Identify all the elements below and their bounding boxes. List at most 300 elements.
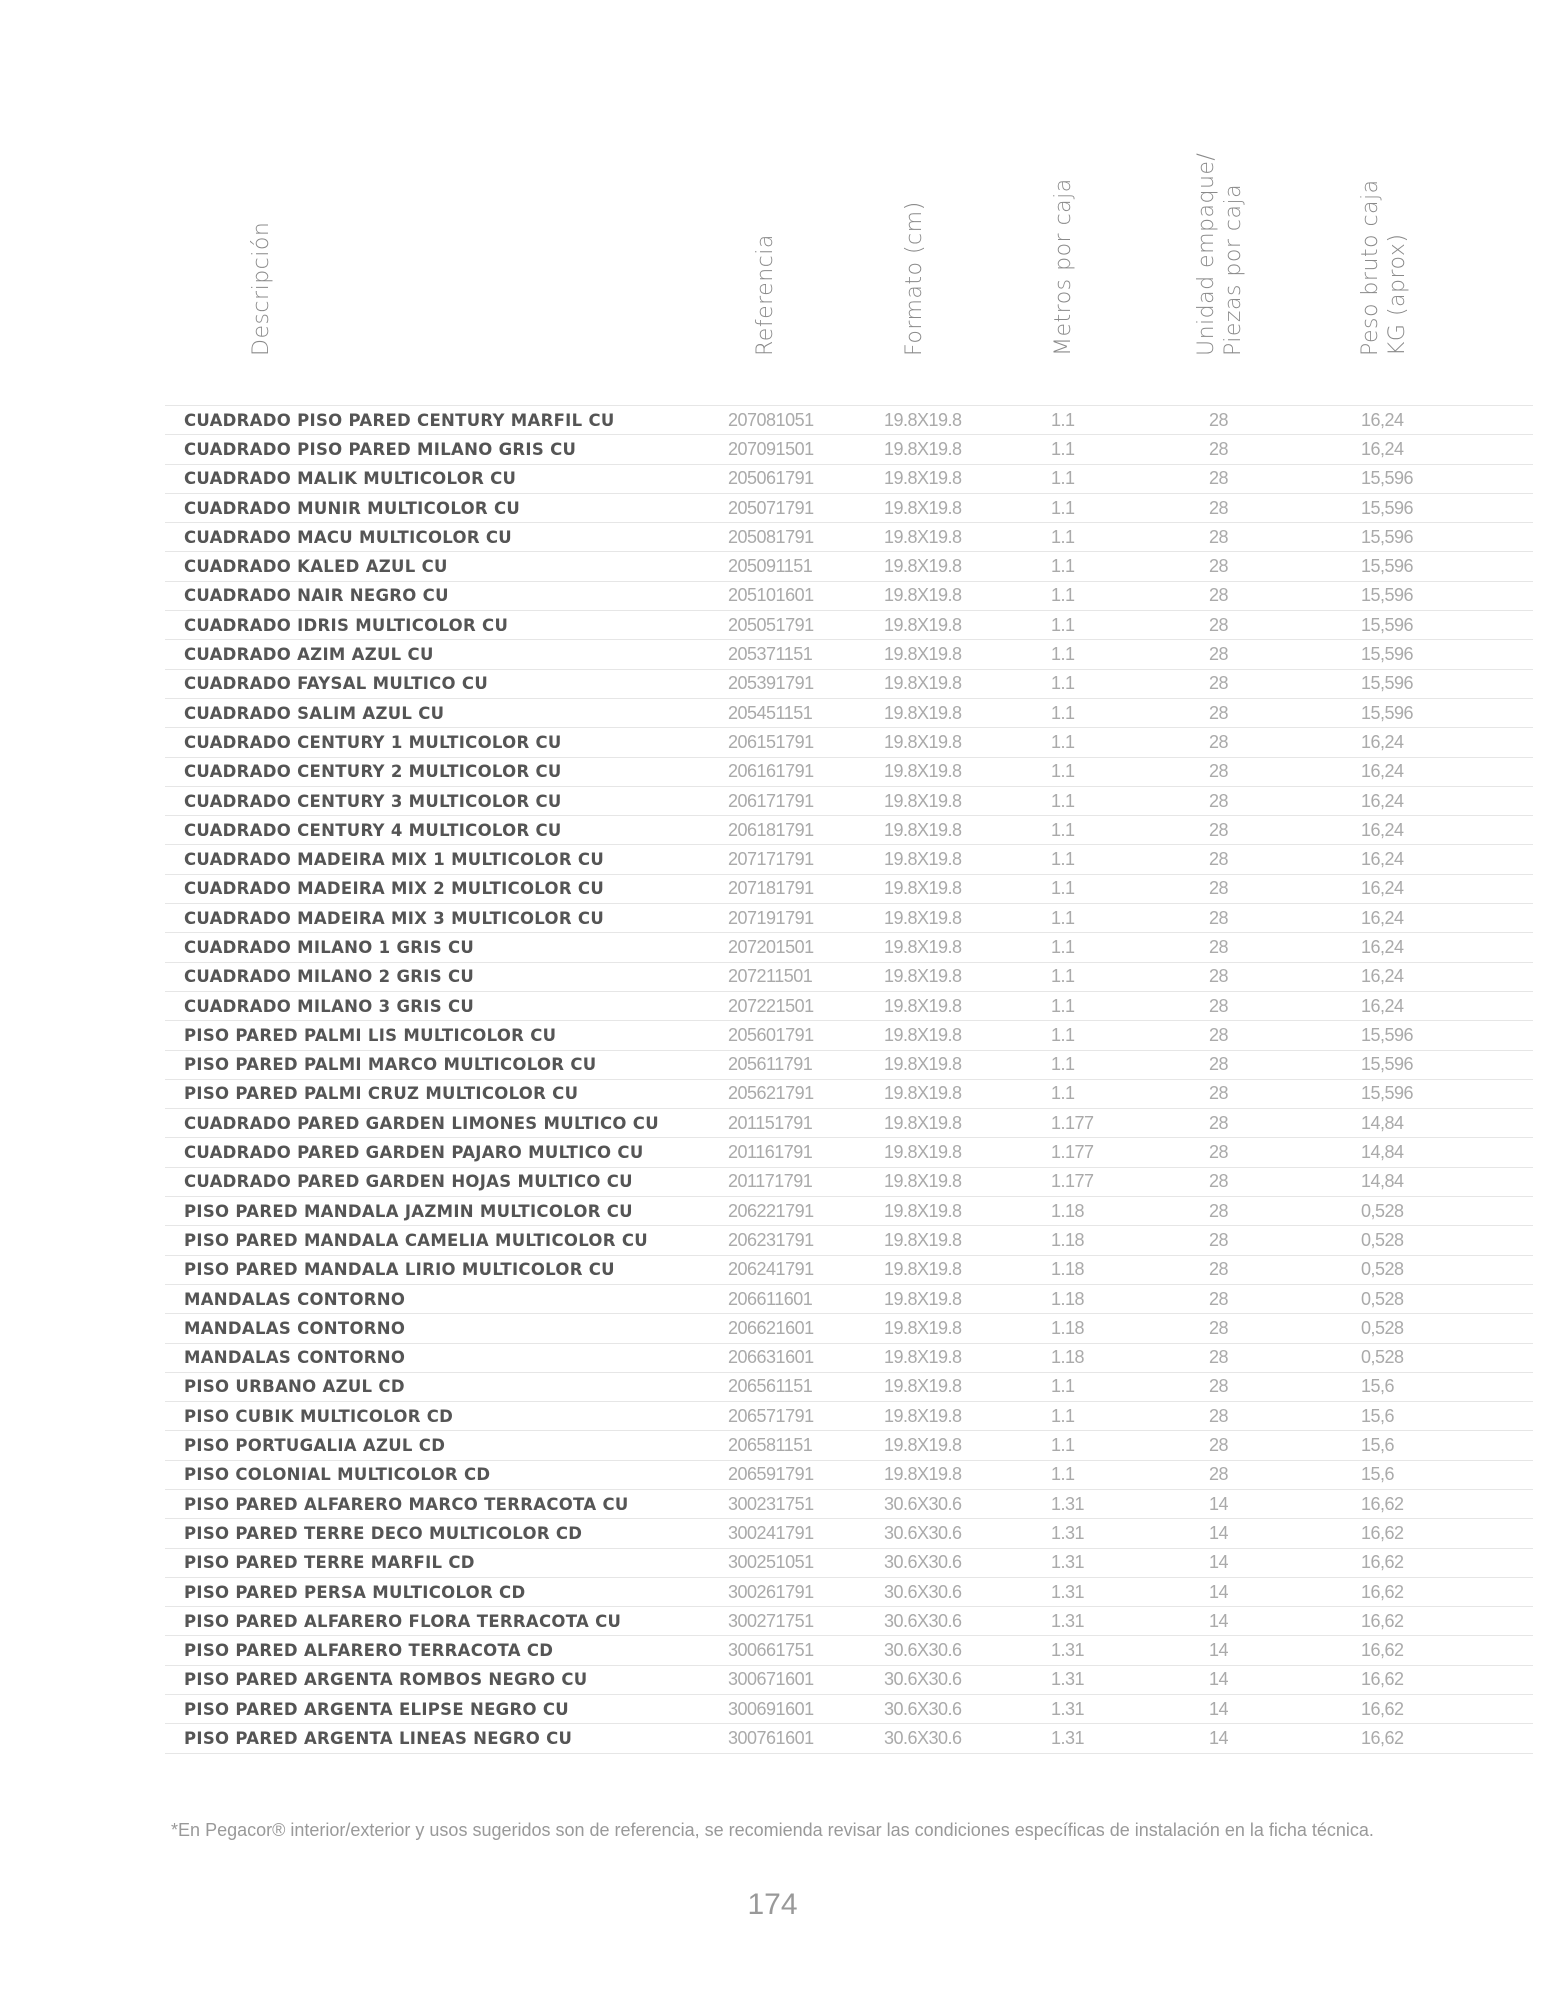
cell-gross-weight: 16,24 [1361, 845, 1533, 874]
product-table [165, 405, 1533, 1754]
cell-format: 19.8X19.8 [884, 611, 1051, 640]
table-row [165, 991, 1533, 1020]
cell-gross-weight: 0,528 [1361, 1255, 1533, 1284]
cell-description: CUADRADO MALIK MULTICOLOR CU [165, 464, 728, 493]
cell-meters-per-box: 1.177 [1051, 1138, 1209, 1167]
cell-meters-per-box: 1.1 [1051, 698, 1209, 727]
cell-pieces-per-box: 28 [1209, 1284, 1361, 1313]
cell-meters-per-box: 1.1 [1051, 1050, 1209, 1079]
cell-reference: 206561151 [728, 1372, 884, 1401]
cell-description: CUADRADO NAIR NEGRO CU [165, 581, 728, 610]
cell-reference: 206591791 [728, 1460, 884, 1489]
cell-format: 19.8X19.8 [884, 991, 1051, 1020]
cell-gross-weight: 15,596 [1361, 1079, 1533, 1108]
cell-gross-weight: 15,6 [1361, 1431, 1533, 1460]
cell-meters-per-box: 1.1 [1051, 1460, 1209, 1489]
cell-reference: 201151791 [728, 1109, 884, 1138]
header-label: Referencia [753, 234, 778, 356]
cell-meters-per-box: 1.1 [1051, 493, 1209, 522]
cell-gross-weight: 15,596 [1361, 611, 1533, 640]
cell-format: 19.8X19.8 [884, 640, 1051, 669]
cell-reference: 300271751 [728, 1607, 884, 1636]
cell-gross-weight: 16,62 [1361, 1607, 1533, 1636]
cell-gross-weight: 0,528 [1361, 1226, 1533, 1255]
cell-description: PISO PARED MANDALA LIRIO MULTICOLOR CU [165, 1255, 728, 1284]
cell-format: 19.8X19.8 [884, 1460, 1051, 1489]
cell-gross-weight: 15,596 [1361, 1050, 1533, 1079]
table-row [165, 874, 1533, 903]
cell-pieces-per-box: 28 [1209, 1138, 1361, 1167]
cell-pieces-per-box: 28 [1209, 1226, 1361, 1255]
cell-reference: 206181791 [728, 816, 884, 845]
table-row [165, 435, 1533, 464]
cell-meters-per-box: 1.1 [1051, 933, 1209, 962]
cell-description: PISO URBANO AZUL CD [165, 1372, 728, 1401]
cell-pieces-per-box: 28 [1209, 904, 1361, 933]
footnote: *En Pegacor® interior/exterior y usos sugeridos son de referencia, se recomienda revisar las condiciones específicas de instalación en la ficha técnica. [171, 1820, 1374, 1840]
table-row [165, 1284, 1533, 1313]
cell-meters-per-box: 1.31 [1051, 1665, 1209, 1694]
cell-meters-per-box: 1.1 [1051, 962, 1209, 991]
table-row [165, 1548, 1533, 1577]
cell-format: 19.8X19.8 [884, 698, 1051, 727]
cell-meters-per-box: 1.31 [1051, 1695, 1209, 1724]
cell-gross-weight: 0,528 [1361, 1197, 1533, 1226]
cell-reference: 206161791 [728, 757, 884, 786]
cell-pieces-per-box: 28 [1209, 493, 1361, 522]
cell-reference: 206221791 [728, 1197, 884, 1226]
cell-format: 19.8X19.8 [884, 962, 1051, 991]
cell-meters-per-box: 1.1 [1051, 845, 1209, 874]
cell-gross-weight: 0,528 [1361, 1284, 1533, 1313]
cell-gross-weight: 15,596 [1361, 552, 1533, 581]
table-row [165, 1167, 1533, 1196]
cell-pieces-per-box: 28 [1209, 728, 1361, 757]
cell-gross-weight: 16,24 [1361, 991, 1533, 1020]
cell-description: CUADRADO FAYSAL MULTICO CU [165, 669, 728, 698]
cell-description: PISO COLONIAL MULTICOLOR CD [165, 1460, 728, 1489]
cell-gross-weight: 15,596 [1361, 523, 1533, 552]
cell-reference: 205611791 [728, 1050, 884, 1079]
cell-description: PISO PARED ALFARERO FLORA TERRACOTA CU [165, 1607, 728, 1636]
cell-meters-per-box: 1.1 [1051, 757, 1209, 786]
cell-pieces-per-box: 14 [1209, 1607, 1361, 1636]
cell-format: 30.6X30.6 [884, 1548, 1051, 1577]
cell-format: 19.8X19.8 [884, 933, 1051, 962]
cell-format: 19.8X19.8 [884, 1021, 1051, 1050]
cell-pieces-per-box: 28 [1209, 874, 1361, 903]
cell-reference: 207081051 [728, 406, 884, 435]
cell-format: 19.8X19.8 [884, 581, 1051, 610]
cell-format: 19.8X19.8 [884, 1402, 1051, 1431]
cell-gross-weight: 0,528 [1361, 1343, 1533, 1372]
cell-description: CUADRADO PISO PARED CENTURY MARFIL CU [165, 406, 728, 435]
cell-reference: 300691601 [728, 1695, 884, 1724]
cell-meters-per-box: 1.1 [1051, 640, 1209, 669]
table-row [165, 1021, 1533, 1050]
cell-reference: 207221501 [728, 991, 884, 1020]
cell-description: MANDALAS CONTORNO [165, 1314, 728, 1343]
table-row [165, 1695, 1533, 1724]
cell-format: 19.8X19.8 [884, 1197, 1051, 1226]
table-row [165, 406, 1533, 435]
cell-reference: 300241791 [728, 1519, 884, 1548]
cell-pieces-per-box: 14 [1209, 1577, 1361, 1606]
cell-meters-per-box: 1.18 [1051, 1284, 1209, 1313]
cell-pieces-per-box: 28 [1209, 1255, 1361, 1284]
cell-meters-per-box: 1.31 [1051, 1519, 1209, 1548]
cell-description: CUADRADO AZIM AZUL CU [165, 640, 728, 669]
cell-description: CUADRADO MADEIRA MIX 3 MULTICOLOR CU [165, 904, 728, 933]
cell-reference: 300251051 [728, 1548, 884, 1577]
table-row [165, 1431, 1533, 1460]
cell-gross-weight: 15,596 [1361, 581, 1533, 610]
cell-description: CUADRADO MADEIRA MIX 2 MULTICOLOR CU [165, 874, 728, 903]
table-row [165, 904, 1533, 933]
cell-format: 30.6X30.6 [884, 1577, 1051, 1606]
cell-meters-per-box: 1.1 [1051, 991, 1209, 1020]
table-row [165, 1050, 1533, 1079]
cell-reference: 206621601 [728, 1314, 884, 1343]
cell-pieces-per-box: 14 [1209, 1695, 1361, 1724]
cell-gross-weight: 15,6 [1361, 1372, 1533, 1401]
cell-pieces-per-box: 28 [1209, 845, 1361, 874]
cell-pieces-per-box: 28 [1209, 1050, 1361, 1079]
cell-pieces-per-box: 28 [1209, 464, 1361, 493]
cell-description: PISO PARED ARGENTA LINEAS NEGRO CU [165, 1724, 728, 1753]
cell-pieces-per-box: 28 [1209, 1372, 1361, 1401]
cell-gross-weight: 16,24 [1361, 962, 1533, 991]
cell-description: CUADRADO PARED GARDEN HOJAS MULTICO CU [165, 1167, 728, 1196]
cell-pieces-per-box: 28 [1209, 581, 1361, 610]
cell-meters-per-box: 1.1 [1051, 1431, 1209, 1460]
cell-meters-per-box: 1.1 [1051, 816, 1209, 845]
cell-gross-weight: 15,6 [1361, 1402, 1533, 1431]
cell-format: 30.6X30.6 [884, 1519, 1051, 1548]
cell-format: 19.8X19.8 [884, 1079, 1051, 1108]
table-row [165, 1519, 1533, 1548]
cell-reference: 205101601 [728, 581, 884, 610]
cell-pieces-per-box: 28 [1209, 933, 1361, 962]
table-row [165, 698, 1533, 727]
cell-pieces-per-box: 28 [1209, 552, 1361, 581]
table-row [165, 1079, 1533, 1108]
cell-format: 30.6X30.6 [884, 1607, 1051, 1636]
table-row [165, 1314, 1533, 1343]
cell-format: 19.8X19.8 [884, 464, 1051, 493]
cell-description: PISO PARED PALMI LIS MULTICOLOR CU [165, 1021, 728, 1050]
table-row [165, 493, 1533, 522]
cell-format: 19.8X19.8 [884, 728, 1051, 757]
cell-pieces-per-box: 28 [1209, 406, 1361, 435]
cell-description: PISO PARED TERRE MARFIL CD [165, 1548, 728, 1577]
cell-meters-per-box: 1.1 [1051, 552, 1209, 581]
header-line: Peso bruto caja [1358, 179, 1383, 356]
header-line: KG (aprox) [1385, 233, 1410, 356]
table-row [165, 1636, 1533, 1665]
cell-format: 19.8X19.8 [884, 786, 1051, 815]
cell-reference: 205371151 [728, 640, 884, 669]
cell-pieces-per-box: 28 [1209, 991, 1361, 1020]
cell-format: 19.8X19.8 [884, 1226, 1051, 1255]
cell-description: CUADRADO CENTURY 4 MULTICOLOR CU [165, 816, 728, 845]
cell-meters-per-box: 1.31 [1051, 1636, 1209, 1665]
cell-pieces-per-box: 28 [1209, 640, 1361, 669]
table-row [165, 1577, 1533, 1606]
cell-reference: 205621791 [728, 1079, 884, 1108]
cell-gross-weight: 16,62 [1361, 1636, 1533, 1665]
cell-format: 19.8X19.8 [884, 435, 1051, 464]
cell-format: 19.8X19.8 [884, 1314, 1051, 1343]
cell-meters-per-box: 1.18 [1051, 1255, 1209, 1284]
cell-description: PISO PARED ARGENTA ROMBOS NEGRO CU [165, 1665, 728, 1694]
header-label [1193, 153, 1247, 356]
table-row [165, 611, 1533, 640]
cell-pieces-per-box: 28 [1209, 523, 1361, 552]
cell-pieces-per-box: 28 [1209, 1021, 1361, 1050]
cell-description: PISO PARED MANDALA JAZMIN MULTICOLOR CU [165, 1197, 728, 1226]
cell-meters-per-box: 1.1 [1051, 435, 1209, 464]
cell-meters-per-box: 1.18 [1051, 1226, 1209, 1255]
cell-meters-per-box: 1.18 [1051, 1343, 1209, 1372]
cell-pieces-per-box: 14 [1209, 1724, 1361, 1753]
cell-description: CUADRADO MILANO 1 GRIS CU [165, 933, 728, 962]
cell-description: CUADRADO CENTURY 2 MULTICOLOR CU [165, 757, 728, 786]
cell-reference: 300671601 [728, 1665, 884, 1694]
cell-reference: 206571791 [728, 1402, 884, 1431]
cell-meters-per-box: 1.1 [1051, 581, 1209, 610]
cell-gross-weight: 15,596 [1361, 698, 1533, 727]
cell-gross-weight: 0,528 [1361, 1314, 1533, 1343]
cell-format: 30.6X30.6 [884, 1724, 1051, 1753]
cell-meters-per-box: 1.31 [1051, 1548, 1209, 1577]
cell-format: 19.8X19.8 [884, 845, 1051, 874]
cell-description: MANDALAS CONTORNO [165, 1284, 728, 1313]
cell-gross-weight: 16,24 [1361, 728, 1533, 757]
table-row [165, 1138, 1533, 1167]
cell-description: CUADRADO MILANO 2 GRIS CU [165, 962, 728, 991]
table-row [165, 1489, 1533, 1518]
cell-description: CUADRADO KALED AZUL CU [165, 552, 728, 581]
cell-gross-weight: 15,6 [1361, 1460, 1533, 1489]
cell-reference: 205601791 [728, 1021, 884, 1050]
header-label: Descripción [249, 221, 274, 356]
cell-description: PISO PARED PALMI CRUZ MULTICOLOR CU [165, 1079, 728, 1108]
cell-format: 19.8X19.8 [884, 1372, 1051, 1401]
cell-pieces-per-box: 28 [1209, 1343, 1361, 1372]
cell-reference: 206171791 [728, 786, 884, 815]
cell-format: 19.8X19.8 [884, 757, 1051, 786]
table-row [165, 933, 1533, 962]
cell-gross-weight: 16,62 [1361, 1548, 1533, 1577]
table-row [165, 640, 1533, 669]
cell-pieces-per-box: 28 [1209, 1460, 1361, 1489]
cell-meters-per-box: 1.18 [1051, 1197, 1209, 1226]
cell-meters-per-box: 1.1 [1051, 786, 1209, 815]
table-row [165, 962, 1533, 991]
cell-reference: 205451151 [728, 698, 884, 727]
cell-meters-per-box: 1.177 [1051, 1109, 1209, 1138]
table-row [165, 816, 1533, 845]
cell-reference: 207181791 [728, 874, 884, 903]
cell-description: PISO PARED TERRE DECO MULTICOLOR CD [165, 1519, 728, 1548]
cell-meters-per-box: 1.31 [1051, 1607, 1209, 1636]
cell-pieces-per-box: 14 [1209, 1636, 1361, 1665]
cell-pieces-per-box: 28 [1209, 669, 1361, 698]
table-row [165, 845, 1533, 874]
cell-gross-weight: 16,62 [1361, 1577, 1533, 1606]
table-row [165, 1255, 1533, 1284]
cell-reference: 206611601 [728, 1284, 884, 1313]
cell-meters-per-box: 1.18 [1051, 1314, 1209, 1343]
cell-gross-weight: 16,24 [1361, 874, 1533, 903]
table-row [165, 552, 1533, 581]
cell-reference: 300761601 [728, 1724, 884, 1753]
cell-pieces-per-box: 28 [1209, 1197, 1361, 1226]
header-label: Metros por caja [1051, 178, 1076, 356]
cell-reference: 206151791 [728, 728, 884, 757]
cell-description: CUADRADO PARED GARDEN PAJARO MULTICO CU [165, 1138, 728, 1167]
table-row [165, 581, 1533, 610]
cell-gross-weight: 15,596 [1361, 669, 1533, 698]
header-label: Formato (cm) [902, 201, 927, 356]
cell-meters-per-box: 1.31 [1051, 1489, 1209, 1518]
cell-reference: 205051791 [728, 611, 884, 640]
cell-gross-weight: 16,24 [1361, 786, 1533, 815]
cell-pieces-per-box: 28 [1209, 611, 1361, 640]
page-number: 174 [747, 1888, 798, 1921]
cell-description: PISO PARED MANDALA CAMELIA MULTICOLOR CU [165, 1226, 728, 1255]
cell-gross-weight: 15,596 [1361, 640, 1533, 669]
cell-gross-weight: 16,24 [1361, 904, 1533, 933]
cell-gross-weight: 16,24 [1361, 406, 1533, 435]
table-row [165, 1402, 1533, 1431]
cell-format: 19.8X19.8 [884, 1284, 1051, 1313]
table-row [165, 757, 1533, 786]
cell-description: CUADRADO PARED GARDEN LIMONES MULTICO CU [165, 1109, 728, 1138]
cell-pieces-per-box: 28 [1209, 1167, 1361, 1196]
cell-reference: 205091151 [728, 552, 884, 581]
cell-meters-per-box: 1.1 [1051, 669, 1209, 698]
cell-description: CUADRADO PISO PARED MILANO GRIS CU [165, 435, 728, 464]
table-row [165, 1665, 1533, 1694]
cell-gross-weight: 15,596 [1361, 493, 1533, 522]
table-row [165, 1724, 1533, 1753]
cell-reference: 207201501 [728, 933, 884, 962]
cell-format: 30.6X30.6 [884, 1665, 1051, 1694]
cell-format: 19.8X19.8 [884, 1431, 1051, 1460]
cell-pieces-per-box: 28 [1209, 1402, 1361, 1431]
cell-gross-weight: 14,84 [1361, 1109, 1533, 1138]
cell-reference: 300661751 [728, 1636, 884, 1665]
cell-pieces-per-box: 28 [1209, 816, 1361, 845]
cell-description: PISO PARED PERSA MULTICOLOR CD [165, 1577, 728, 1606]
cell-pieces-per-box: 28 [1209, 1431, 1361, 1460]
cell-gross-weight: 16,24 [1361, 435, 1533, 464]
cell-reference: 300231751 [728, 1489, 884, 1518]
cell-format: 30.6X30.6 [884, 1636, 1051, 1665]
cell-reference: 201171791 [728, 1167, 884, 1196]
cell-description: CUADRADO SALIM AZUL CU [165, 698, 728, 727]
cell-pieces-per-box: 14 [1209, 1548, 1361, 1577]
cell-description: PISO PORTUGALIA AZUL CD [165, 1431, 728, 1460]
table-row [165, 464, 1533, 493]
cell-meters-per-box: 1.1 [1051, 904, 1209, 933]
cell-description: CUADRADO MADEIRA MIX 1 MULTICOLOR CU [165, 845, 728, 874]
cell-format: 19.8X19.8 [884, 552, 1051, 581]
cell-description: PISO PARED ALFARERO TERRACOTA CD [165, 1636, 728, 1665]
cell-pieces-per-box: 28 [1209, 1109, 1361, 1138]
table-row [165, 1372, 1533, 1401]
table-row [165, 1607, 1533, 1636]
cell-format: 19.8X19.8 [884, 1343, 1051, 1372]
cell-gross-weight: 16,24 [1361, 816, 1533, 845]
cell-reference: 206631601 [728, 1343, 884, 1372]
cell-gross-weight: 16,62 [1361, 1519, 1533, 1548]
cell-description: CUADRADO CENTURY 3 MULTICOLOR CU [165, 786, 728, 815]
header-line: Piezas por caja [1221, 183, 1246, 356]
cell-description: PISO CUBIK MULTICOLOR CD [165, 1402, 728, 1431]
table-row [165, 1109, 1533, 1138]
cell-reference: 207091501 [728, 435, 884, 464]
cell-description: CUADRADO MILANO 3 GRIS CU [165, 991, 728, 1020]
table-row [165, 1197, 1533, 1226]
cell-meters-per-box: 1.1 [1051, 523, 1209, 552]
cell-format: 19.8X19.8 [884, 1109, 1051, 1138]
cell-pieces-per-box: 28 [1209, 962, 1361, 991]
cell-reference: 205081791 [728, 523, 884, 552]
cell-gross-weight: 14,84 [1361, 1167, 1533, 1196]
header-line: Unidad empaque/ [1194, 152, 1219, 356]
cell-reference: 201161791 [728, 1138, 884, 1167]
cell-format: 19.8X19.8 [884, 1255, 1051, 1284]
table-row [165, 728, 1533, 757]
cell-description: MANDALAS CONTORNO [165, 1343, 728, 1372]
cell-meters-per-box: 1.1 [1051, 611, 1209, 640]
cell-meters-per-box: 1.1 [1051, 1079, 1209, 1108]
cell-reference: 206231791 [728, 1226, 884, 1255]
cell-gross-weight: 16,62 [1361, 1695, 1533, 1724]
cell-meters-per-box: 1.1 [1051, 874, 1209, 903]
cell-meters-per-box: 1.1 [1051, 406, 1209, 435]
cell-pieces-per-box: 14 [1209, 1665, 1361, 1694]
cell-reference: 205061791 [728, 464, 884, 493]
cell-description: PISO PARED PALMI MARCO MULTICOLOR CU [165, 1050, 728, 1079]
cell-gross-weight: 16,24 [1361, 933, 1533, 962]
cell-description: PISO PARED ALFARERO MARCO TERRACOTA CU [165, 1489, 728, 1518]
cell-pieces-per-box: 28 [1209, 786, 1361, 815]
cell-meters-per-box: 1.1 [1051, 464, 1209, 493]
cell-reference: 207211501 [728, 962, 884, 991]
cell-format: 19.8X19.8 [884, 1138, 1051, 1167]
cell-gross-weight: 16,62 [1361, 1489, 1533, 1518]
cell-description: CUADRADO CENTURY 1 MULTICOLOR CU [165, 728, 728, 757]
cell-pieces-per-box: 14 [1209, 1519, 1361, 1548]
cell-reference: 207171791 [728, 845, 884, 874]
cell-gross-weight: 16,62 [1361, 1724, 1533, 1753]
cell-format: 19.8X19.8 [884, 904, 1051, 933]
cell-reference: 206581151 [728, 1431, 884, 1460]
cell-format: 19.8X19.8 [884, 493, 1051, 522]
cell-pieces-per-box: 14 [1209, 1489, 1361, 1518]
cell-format: 19.8X19.8 [884, 1050, 1051, 1079]
cell-gross-weight: 15,596 [1361, 464, 1533, 493]
cell-reference: 205391791 [728, 669, 884, 698]
cell-format: 19.8X19.8 [884, 669, 1051, 698]
table-row [165, 1460, 1533, 1489]
cell-reference: 207191791 [728, 904, 884, 933]
cell-reference: 205071791 [728, 493, 884, 522]
